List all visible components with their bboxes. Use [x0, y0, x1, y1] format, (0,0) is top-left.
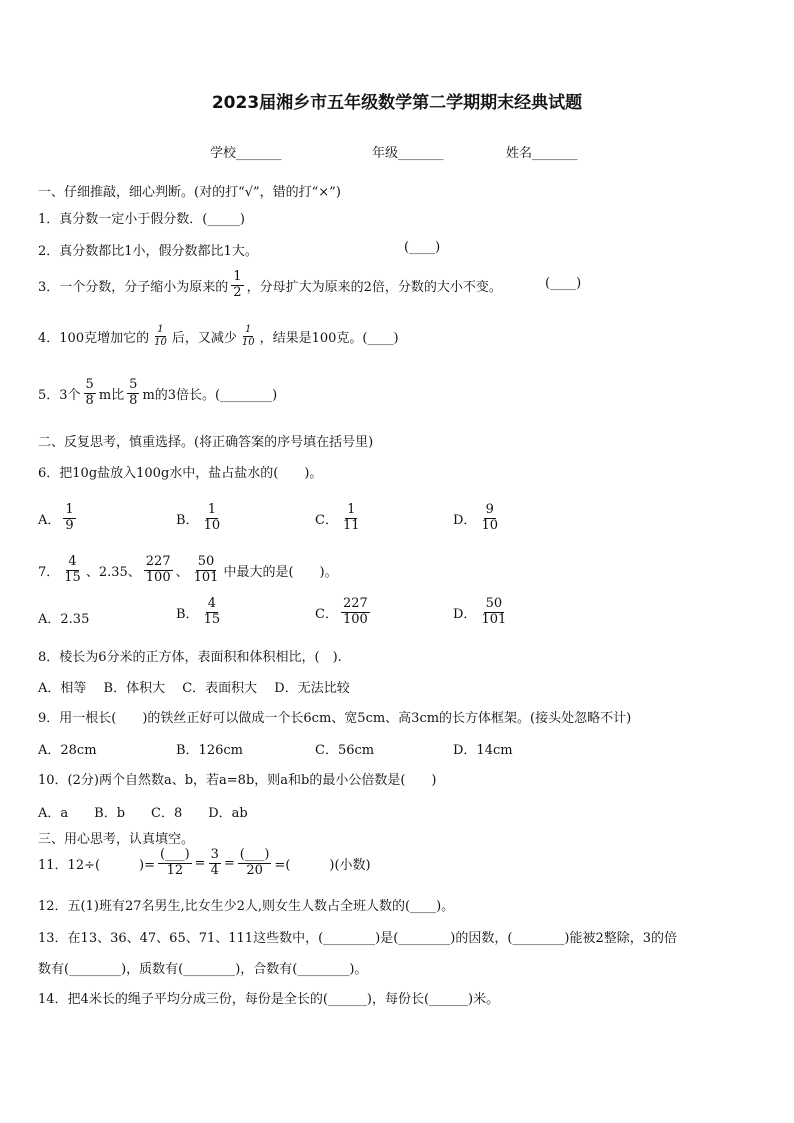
- denominator: 10: [203, 517, 221, 533]
- denominator: 2: [233, 284, 242, 300]
- denominator: 15: [203, 611, 221, 627]
- section-1-heading: 一、仔细推敲，细心判断。(对的打“√”，错的打“×”): [38, 185, 341, 200]
- numerator: 50: [485, 596, 503, 611]
- fraction: [192, 555, 221, 586]
- question-13-line-2: 数有(________)，质数有(________)，合数有(________)。: [38, 962, 368, 977]
- question-9: 9．用一根长( )的铁丝正好可以做成一个长6cm、宽5cm、高3cm的长方体框架。(接头处忽略不计): [38, 711, 632, 726]
- numerator: 227: [342, 596, 368, 611]
- question-3-blank: (____): [545, 276, 582, 291]
- section-2-heading: 二、反复思考，慎重选择。(将正确答案的序号填在括号里): [38, 435, 374, 450]
- question-7-option-d: [453, 597, 511, 628]
- question-7-text-a: 7．: [38, 564, 60, 580]
- question-11-text-b: =( )(小数): [274, 857, 371, 873]
- numerator: 1: [245, 324, 252, 335]
- fraction: [127, 378, 139, 409]
- option-label: C．: [315, 512, 338, 528]
- question-6-option-c: [315, 503, 365, 534]
- option-label: D．: [453, 606, 477, 622]
- question-4-text-a: 4．100克增加它的: [38, 330, 150, 346]
- question-5: [38, 378, 277, 409]
- fraction: [231, 270, 243, 301]
- question-3: [38, 270, 502, 301]
- numerator: 1: [347, 502, 356, 517]
- numerator: (___): [160, 847, 190, 862]
- question-7-text-b: 中最大的是( )。: [223, 564, 338, 580]
- numerator: 4: [68, 554, 77, 569]
- option-label: B．: [176, 606, 199, 622]
- question-6-option-a: [38, 503, 79, 534]
- question-14: 14．把4米长的绳子平均分成三份，每份是全长的(______)，每份长(______)米。: [38, 992, 500, 1007]
- fraction: [202, 503, 223, 534]
- denominator: 11: [342, 517, 360, 533]
- question-7-separator: 、2.35、: [85, 564, 141, 580]
- question-6: 6．把10g盐放入100g水中，盐占盐水的( )。: [38, 466, 323, 481]
- fraction: [158, 848, 192, 879]
- equals-sign: =: [223, 855, 235, 871]
- denominator: 4: [210, 862, 219, 878]
- question-11-text-a: 11．12÷( )=: [38, 857, 156, 873]
- name-field: 姓名_______: [506, 146, 578, 161]
- fraction: [240, 324, 257, 348]
- question-7-option-b: [176, 597, 225, 628]
- numerator: 3: [210, 847, 219, 862]
- numerator: 4: [207, 596, 216, 611]
- question-7: [38, 555, 338, 586]
- numerator: 1: [157, 324, 164, 335]
- denominator: 100: [145, 569, 171, 585]
- question-7-option-a: A．2.35: [38, 612, 90, 627]
- denominator: 20: [246, 862, 263, 878]
- grade-field: 年级_______: [372, 146, 444, 161]
- question-2: 2．真分数都比1小，假分数都比1大。: [38, 244, 258, 259]
- question-13-line-1: 13．在13、36、47、65、71、111这些数中，(________)是(________)的因数，(________)能被2整除，3的倍: [38, 931, 678, 946]
- question-7-option-c: [315, 597, 373, 628]
- numerator: 1: [233, 269, 242, 284]
- numerator: 5: [85, 377, 94, 392]
- denominator: 12: [166, 862, 184, 878]
- fraction: [84, 378, 96, 409]
- question-10: 10．(2分)两个自然数a、b，若a=8b，则a和b的最小公倍数是( ): [38, 773, 437, 788]
- question-3-text-a: 3．一个分数，分子缩小为原来的: [38, 279, 229, 295]
- denominator: 100: [342, 611, 368, 627]
- fraction: [202, 597, 223, 628]
- question-9-option-a: A．28cm: [38, 743, 97, 758]
- fraction: [341, 597, 370, 628]
- option-label: C．: [315, 606, 338, 622]
- fraction: [62, 555, 83, 586]
- question-9-option-d: D．14cm: [453, 743, 513, 758]
- question-5-text-b: m比: [98, 387, 125, 403]
- option-label: A．: [38, 512, 61, 528]
- equals-sign: =: [194, 855, 206, 871]
- question-12: 12．五(1)班有27名男生,比女生少2人,则女生人数占全班人数的(____)。: [38, 899, 455, 914]
- fraction: [144, 555, 173, 586]
- option-label: B．: [176, 512, 199, 528]
- denominator: 15: [64, 569, 81, 585]
- question-3-text-b: ，分母扩大为原来的2倍，分数的大小不变。: [246, 279, 502, 295]
- fraction: [63, 503, 75, 534]
- question-5-text-c: m的3倍长。(________): [142, 387, 278, 403]
- numerator: 227: [145, 554, 171, 569]
- denominator: 8: [85, 392, 94, 408]
- question-4-text-b: 后，又减少: [171, 330, 237, 346]
- page-title: 2023届湘乡市五年级数学第二学期期末经典试题: [211, 93, 583, 113]
- numerator: 5: [129, 377, 138, 392]
- question-8-options: A．相等 B．体积大 C．表面积大 D．无法比较: [38, 681, 350, 696]
- numerator: 1: [65, 502, 74, 517]
- denominator: 10: [481, 517, 498, 533]
- denominator: 10: [241, 336, 255, 348]
- question-6-option-b: [176, 503, 225, 534]
- fraction: [479, 597, 508, 628]
- fraction: [238, 848, 272, 879]
- denominator: 9: [65, 517, 74, 533]
- question-8: 8．棱长为6分米的正方体，表面积和体积相比，( ).: [38, 650, 342, 665]
- question-10-options: A．a B．b C．8 D．ab: [38, 806, 248, 821]
- fraction: [209, 848, 221, 879]
- denominator: 101: [193, 569, 219, 585]
- denominator: 10: [154, 336, 167, 348]
- denominator: 8: [129, 392, 138, 408]
- question-1: 1．真分数一定小于假分数．(_____): [38, 212, 245, 227]
- fraction: [152, 324, 169, 348]
- numerator: (___): [239, 847, 270, 862]
- question-4-text-c: ，结果是100克。(____): [259, 330, 399, 346]
- question-2-blank: (____): [404, 240, 441, 255]
- numerator: 50: [197, 554, 215, 569]
- question-9-option-b: B．126cm: [176, 743, 243, 758]
- question-7-separator: 、: [175, 564, 189, 580]
- question-4: [38, 324, 399, 348]
- option-label: D．: [453, 512, 477, 528]
- numerator: 9: [485, 502, 494, 517]
- question-6-option-d: [453, 503, 503, 534]
- fraction: [341, 503, 362, 534]
- question-5-text-a: 5．3个: [38, 387, 81, 403]
- fraction: [479, 503, 500, 534]
- section-3-heading: 三、用心思考，认真填空。: [38, 832, 195, 847]
- question-11: [38, 848, 371, 879]
- denominator: 101: [481, 611, 507, 627]
- question-9-option-c: C．56cm: [315, 743, 375, 758]
- numerator: 1: [207, 502, 216, 517]
- school-field: 学校_______: [210, 146, 282, 161]
